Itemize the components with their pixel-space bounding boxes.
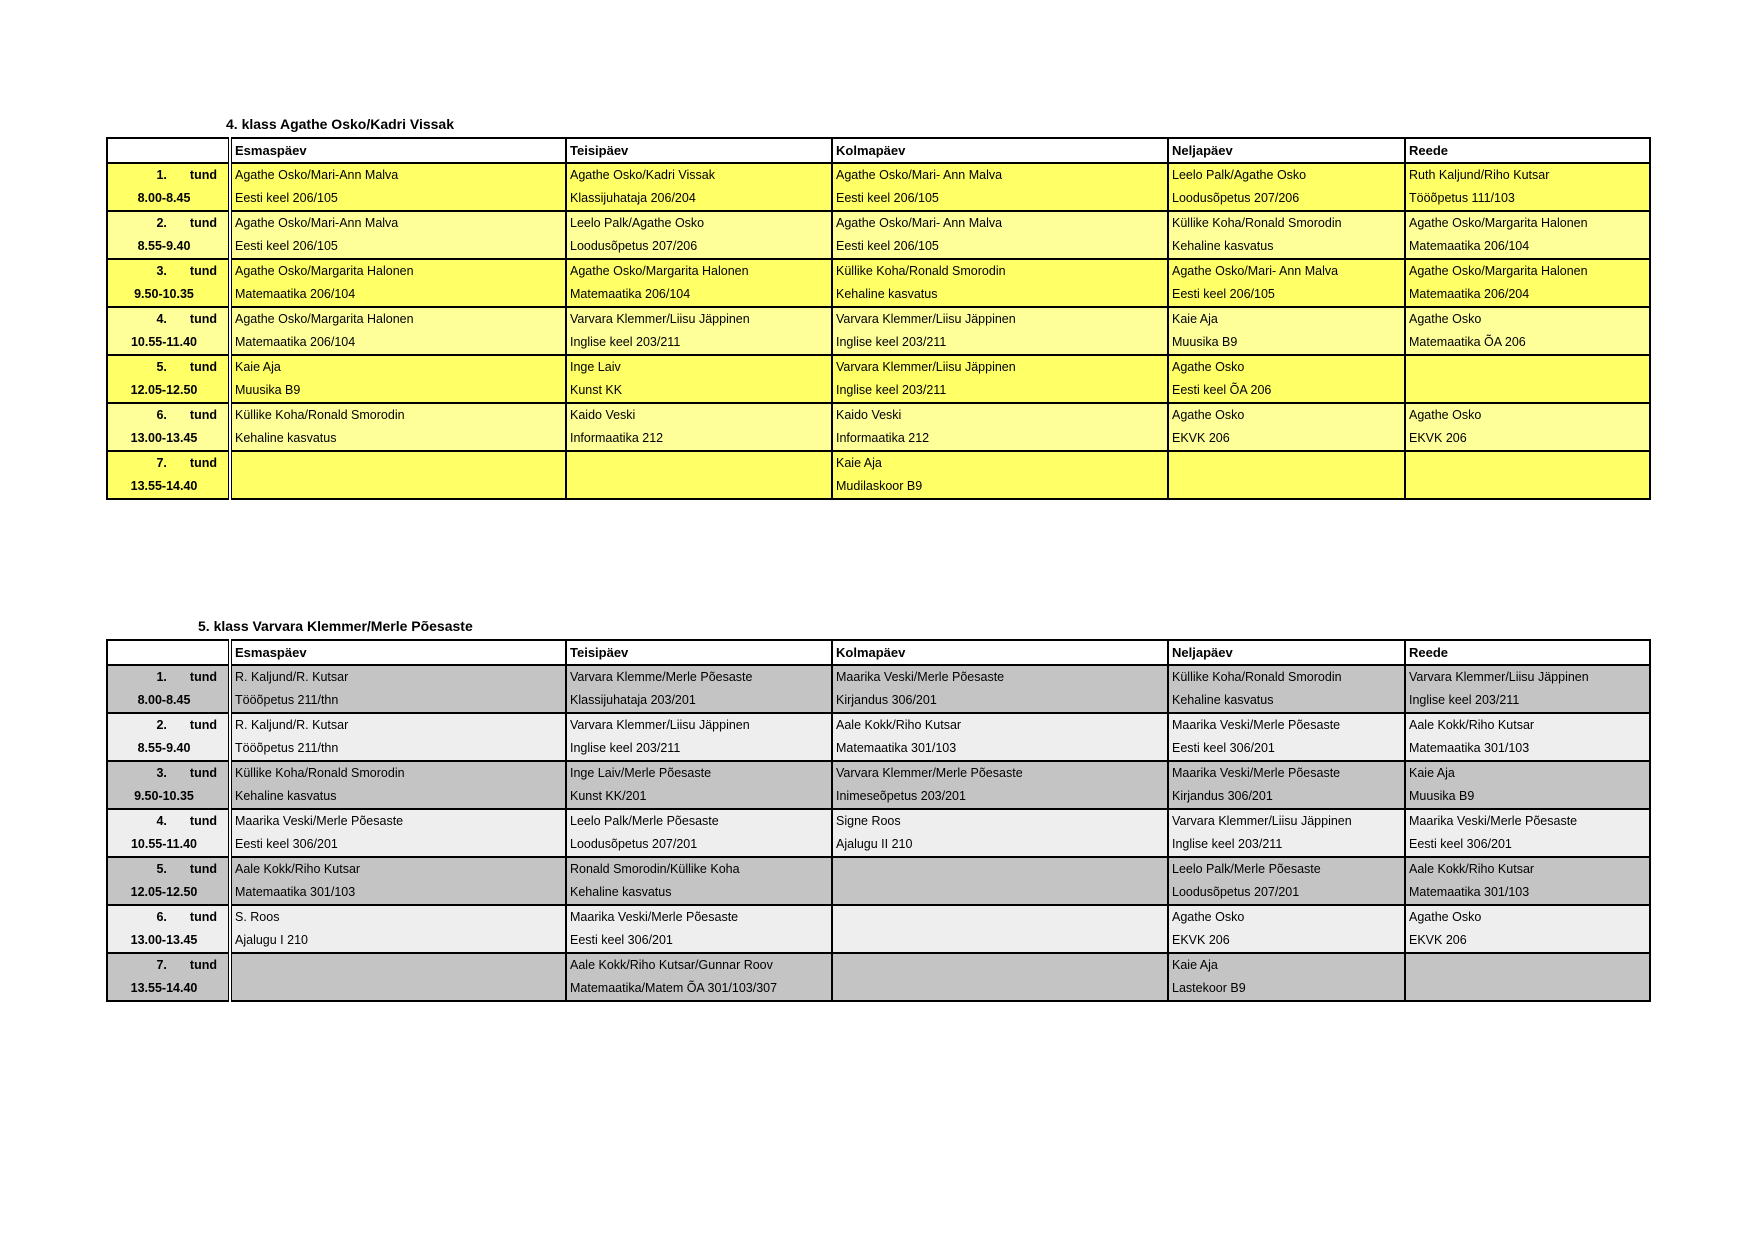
lesson-cell xyxy=(230,809,566,857)
teacher-text: Agathe Osko xyxy=(1409,312,1482,326)
lesson-row xyxy=(107,809,1650,857)
lesson-label xyxy=(107,761,230,809)
lesson-time: 8.00-8.45 xyxy=(137,191,191,205)
lesson-cell xyxy=(832,905,1168,953)
lesson-time: 8.55-9.40 xyxy=(137,741,191,755)
lesson-word: tund xyxy=(189,216,217,230)
day-header: Kolmapäev xyxy=(832,640,1168,665)
subject-text xyxy=(1409,475,1649,498)
subject-text: EKVK 206 xyxy=(1409,933,1467,947)
subject-text xyxy=(836,881,1167,904)
lesson-cell xyxy=(832,211,1168,259)
lesson-number: 6. xyxy=(156,910,167,924)
class4-title: 4. klass Agathe Osko/Kadri Vissak xyxy=(226,116,455,132)
lesson-cell xyxy=(832,665,1168,713)
subject-text: Klassijuhataja 203/201 xyxy=(570,693,696,707)
lesson-cell xyxy=(1405,713,1650,761)
day-header: Reede xyxy=(1405,640,1650,665)
lesson-cell xyxy=(1168,259,1405,307)
subject-text: Kirjandus 306/201 xyxy=(1172,789,1273,803)
subject-text: Informaatika 212 xyxy=(836,431,930,445)
lesson-label xyxy=(107,163,230,211)
teacher-text xyxy=(1409,356,1649,379)
lesson-word: tund xyxy=(189,168,217,182)
subject-text: Matemaatika 206/104 xyxy=(235,287,356,301)
teacher-text: Maarika Veski/Merle Põesaste xyxy=(836,670,1005,684)
teacher-text: Agathe Osko/Margarita Halonen xyxy=(235,312,414,326)
lesson-word: tund xyxy=(189,718,217,732)
lesson-row xyxy=(107,905,1650,953)
lesson-word: tund xyxy=(189,958,217,972)
day-header: Esmaspäev xyxy=(230,138,566,163)
lesson-row xyxy=(107,259,1650,307)
teacher-text xyxy=(235,954,565,977)
lesson-label xyxy=(107,211,230,259)
lesson-cell xyxy=(1168,211,1405,259)
teacher-text: Agathe Osko/Margarita Halonen xyxy=(570,264,749,278)
lesson-cell xyxy=(1405,905,1650,953)
teacher-text: Agathe Osko xyxy=(1172,408,1245,422)
lesson-word: tund xyxy=(189,360,217,374)
subject-text xyxy=(1172,475,1404,498)
lesson-cell xyxy=(832,403,1168,451)
subject-text: Kehaline kasvatus xyxy=(570,885,672,899)
subject-text: Tööõpetus 211/thn xyxy=(235,741,339,755)
lesson-cell xyxy=(1168,713,1405,761)
header-corner xyxy=(107,138,230,163)
lesson-label xyxy=(107,451,230,499)
teacher-text: Agathe Osko/Mari-Ann Malva xyxy=(235,168,399,182)
lesson-cell xyxy=(230,905,566,953)
lesson-cell xyxy=(1405,761,1650,809)
subject-text: Inimeseõpetus 203/201 xyxy=(836,789,966,803)
teacher-text: Küllike Koha/Ronald Smorodin xyxy=(1172,216,1342,230)
lesson-label xyxy=(107,307,230,355)
subject-text: Kunst KK xyxy=(570,383,623,397)
teacher-text: Agathe Osko xyxy=(1409,408,1482,422)
lesson-cell xyxy=(566,713,832,761)
teacher-text: Küllike Koha/Ronald Smorodin xyxy=(1172,670,1342,684)
teacher-text: Küllike Koha/Ronald Smorodin xyxy=(836,264,1006,278)
subject-text: Muusika B9 xyxy=(235,383,301,397)
lesson-label xyxy=(107,809,230,857)
subject-text: Eesti keel 206/105 xyxy=(836,191,939,205)
lesson-row xyxy=(107,451,1650,499)
lesson-cell xyxy=(230,761,566,809)
subject-text: Matemaatika 206/104 xyxy=(1409,239,1530,253)
lesson-cell xyxy=(1168,905,1405,953)
lesson-time: 13.00-13.45 xyxy=(130,431,198,445)
lesson-cell xyxy=(566,355,832,403)
lesson-word: tund xyxy=(189,814,217,828)
subject-text: Muusika B9 xyxy=(1409,789,1475,803)
subject-text: Inglise keel 203/211 xyxy=(570,335,681,349)
lesson-cell xyxy=(1405,403,1650,451)
subject-text: Klassijuhataja 206/204 xyxy=(570,191,696,205)
lesson-word: tund xyxy=(189,766,217,780)
lesson-row xyxy=(107,403,1650,451)
subject-text: Eesti keel 206/105 xyxy=(836,239,939,253)
class5-timetable xyxy=(106,639,1651,1002)
lesson-cell xyxy=(832,713,1168,761)
lesson-word: tund xyxy=(189,670,217,684)
teacher-text xyxy=(1172,452,1404,475)
subject-text xyxy=(235,475,565,498)
lesson-label xyxy=(107,857,230,905)
header-row xyxy=(107,640,1650,665)
teacher-text: Agathe Osko/Kadri Vissak xyxy=(570,168,715,182)
subject-text xyxy=(1409,977,1649,1000)
lesson-row xyxy=(107,355,1650,403)
lesson-number: 7. xyxy=(156,958,167,972)
lesson-label xyxy=(107,355,230,403)
teacher-text: Agathe Osko xyxy=(1172,360,1245,374)
teacher-text xyxy=(836,954,1167,977)
day-header: Kolmapäev xyxy=(832,138,1168,163)
teacher-text xyxy=(1409,954,1649,977)
teacher-text: Küllike Koha/Ronald Smorodin xyxy=(235,408,405,422)
teacher-text: Kaie Aja xyxy=(235,360,281,374)
lesson-cell xyxy=(1405,953,1650,1001)
subject-text: Matemaatika 301/103 xyxy=(235,885,356,899)
lesson-cell xyxy=(1405,163,1650,211)
teacher-text xyxy=(836,906,1167,929)
subject-text: Muusika B9 xyxy=(1172,335,1238,349)
teacher-text xyxy=(1409,452,1649,475)
lesson-number: 6. xyxy=(156,408,167,422)
lesson-cell xyxy=(832,953,1168,1001)
lesson-cell xyxy=(1168,355,1405,403)
lesson-number: 5. xyxy=(156,862,167,876)
teacher-text: Kaido Veski xyxy=(836,408,902,422)
lesson-cell xyxy=(832,809,1168,857)
teacher-text: Agathe Osko xyxy=(1172,910,1245,924)
lesson-cell xyxy=(566,259,832,307)
subject-text: Mudilaskoor B9 xyxy=(836,479,923,493)
lesson-label xyxy=(107,259,230,307)
lesson-time: 10.55-11.40 xyxy=(130,837,198,851)
subject-text: Eesti keel 206/105 xyxy=(235,191,338,205)
subject-text: EKVK 206 xyxy=(1172,933,1230,947)
lesson-number: 4. xyxy=(156,814,167,828)
lesson-number: 5. xyxy=(156,360,167,374)
teacher-text: Varvara Klemmer/Liisu Jäppinen xyxy=(836,360,1016,374)
day-header: Reede xyxy=(1405,138,1650,163)
lesson-cell xyxy=(1405,259,1650,307)
teacher-text: R. Kaljund/R. Kutsar xyxy=(235,670,349,684)
lesson-label xyxy=(107,713,230,761)
lesson-word: tund xyxy=(189,862,217,876)
subject-text: Kehaline kasvatus xyxy=(1172,693,1274,707)
subject-text: Inglise keel 203/211 xyxy=(836,383,947,397)
header-corner xyxy=(107,640,230,665)
teacher-text: Inge Laiv/Merle Põesaste xyxy=(570,766,712,780)
teacher-text: Varvara Klemmer/Liisu Jäppinen xyxy=(1172,814,1352,828)
teacher-text: Leelo Palk/Merle Põesaste xyxy=(570,814,719,828)
lesson-row xyxy=(107,953,1650,1001)
teacher-text: Agathe Osko/Margarita Halonen xyxy=(235,264,414,278)
lesson-cell xyxy=(566,857,832,905)
lesson-row xyxy=(107,211,1650,259)
lesson-cell xyxy=(230,451,566,499)
subject-text: EKVK 206 xyxy=(1172,431,1230,445)
lesson-cell xyxy=(1168,403,1405,451)
lesson-label xyxy=(107,665,230,713)
subject-text: Tööõpetus 211/thn xyxy=(235,693,339,707)
teacher-text: Leelo Palk/Agathe Osko xyxy=(570,216,705,230)
subject-text: Ajalugu I 210 xyxy=(235,933,308,947)
lesson-cell xyxy=(230,713,566,761)
lesson-cell xyxy=(1405,307,1650,355)
lesson-cell xyxy=(566,211,832,259)
subject-text: Kehaline kasvatus xyxy=(836,287,938,301)
day-header: Esmaspäev xyxy=(230,640,566,665)
subject-text xyxy=(836,977,1167,1000)
lesson-cell xyxy=(832,451,1168,499)
lesson-label xyxy=(107,905,230,953)
lesson-cell xyxy=(230,259,566,307)
lesson-word: tund xyxy=(189,312,217,326)
subject-text: Kehaline kasvatus xyxy=(1172,239,1274,253)
lesson-label xyxy=(107,403,230,451)
teacher-text: Maarika Veski/Merle Põesaste xyxy=(235,814,404,828)
subject-text xyxy=(570,475,831,498)
lesson-number: 4. xyxy=(156,312,167,326)
teacher-text: S. Roos xyxy=(235,910,280,924)
teacher-text: Agathe Osko/Mari- Ann Malva xyxy=(1172,264,1339,278)
teacher-text: Varvara Klemmer/Liisu Jäppinen xyxy=(1409,670,1589,684)
lesson-row xyxy=(107,307,1650,355)
teacher-text: Varvara Klemme/Merle Põesaste xyxy=(570,670,753,684)
subject-text: Loodusõpetus 207/206 xyxy=(570,239,698,253)
lesson-cell xyxy=(1168,307,1405,355)
lesson-row xyxy=(107,665,1650,713)
lesson-cell xyxy=(1168,953,1405,1001)
subject-text: Matemaatika 206/204 xyxy=(1409,287,1530,301)
lesson-cell xyxy=(1405,809,1650,857)
teacher-text: Varvara Klemmer/Liisu Jäppinen xyxy=(570,718,750,732)
subject-text: Kehaline kasvatus xyxy=(235,431,337,445)
teacher-text: Agathe Osko/Mari-Ann Malva xyxy=(235,216,399,230)
lesson-cell xyxy=(230,211,566,259)
subject-text: Loodusõpetus 207/201 xyxy=(570,837,698,851)
teacher-text: Varvara Klemmer/Liisu Jäppinen xyxy=(570,312,750,326)
lesson-word: tund xyxy=(189,264,217,278)
subject-text: Matemaatika 206/104 xyxy=(235,335,356,349)
teacher-text: Aale Kokk/Riho Kutsar/Gunnar Roov xyxy=(570,958,773,972)
lesson-cell xyxy=(566,761,832,809)
lesson-number: 3. xyxy=(156,766,167,780)
lesson-time: 12.05-12.50 xyxy=(130,885,198,899)
teacher-text: Maarika Veski/Merle Põesaste xyxy=(570,910,739,924)
lesson-cell xyxy=(1405,355,1650,403)
teacher-text xyxy=(836,858,1167,881)
lesson-cell xyxy=(1405,451,1650,499)
lesson-cell xyxy=(230,163,566,211)
teacher-text: Aale Kokk/Riho Kutsar xyxy=(1409,862,1535,876)
subject-text: Kirjandus 306/201 xyxy=(836,693,937,707)
teacher-text: Kaie Aja xyxy=(1409,766,1455,780)
lesson-row xyxy=(107,761,1650,809)
teacher-text: Varvara Klemmer/Liisu Jäppinen xyxy=(836,312,1016,326)
lesson-cell xyxy=(230,953,566,1001)
lesson-row xyxy=(107,163,1650,211)
lesson-number: 1. xyxy=(156,670,167,684)
lesson-cell xyxy=(832,307,1168,355)
lesson-cell xyxy=(832,761,1168,809)
lesson-cell xyxy=(1168,163,1405,211)
subject-text: Inglise keel 203/211 xyxy=(1172,837,1283,851)
lesson-cell xyxy=(1168,809,1405,857)
lesson-number: 1. xyxy=(156,168,167,182)
subject-text: Kunst KK/201 xyxy=(570,789,647,803)
lesson-number: 2. xyxy=(156,718,167,732)
subject-text: Ajalugu II 210 xyxy=(836,837,913,851)
subject-text: Matemaatika 301/103 xyxy=(836,741,957,755)
lesson-cell xyxy=(1405,857,1650,905)
day-header: Teisipäev xyxy=(566,640,832,665)
lesson-number: 7. xyxy=(156,456,167,470)
day-header: Neljapäev xyxy=(1168,640,1405,665)
teacher-text: Leelo Palk/Agathe Osko xyxy=(1172,168,1307,182)
lesson-time: 13.55-14.40 xyxy=(130,479,198,493)
subject-text: Loodusõpetus 207/201 xyxy=(1172,885,1300,899)
lesson-time: 9.50-10.35 xyxy=(134,287,194,301)
subject-text: Eesti keel 306/201 xyxy=(1409,837,1512,851)
subject-text: Eesti keel 306/201 xyxy=(1172,741,1275,755)
lesson-cell xyxy=(230,665,566,713)
subject-text: Matemaatika 206/104 xyxy=(570,287,691,301)
teacher-text: Maarika Veski/Merle Põesaste xyxy=(1409,814,1578,828)
teacher-text: Aale Kokk/Riho Kutsar xyxy=(1409,718,1535,732)
lesson-cell xyxy=(832,163,1168,211)
subject-text: Eesti keel 206/105 xyxy=(235,239,338,253)
lesson-cell xyxy=(566,307,832,355)
lesson-cell xyxy=(1168,857,1405,905)
lesson-cell xyxy=(832,857,1168,905)
lesson-cell xyxy=(566,451,832,499)
lesson-time: 12.05-12.50 xyxy=(130,383,198,397)
subject-text: Inglise keel 203/211 xyxy=(836,335,947,349)
lesson-cell xyxy=(1405,211,1650,259)
lesson-time: 8.00-8.45 xyxy=(137,693,191,707)
lesson-number: 3. xyxy=(156,264,167,278)
subject-text: Inglise keel 203/211 xyxy=(570,741,681,755)
teacher-text: Agathe Osko/Margarita Halonen xyxy=(1409,216,1588,230)
lesson-cell xyxy=(1168,451,1405,499)
lesson-number: 2. xyxy=(156,216,167,230)
lesson-row xyxy=(107,857,1650,905)
lesson-cell xyxy=(1405,665,1650,713)
lesson-cell xyxy=(832,355,1168,403)
subject-text xyxy=(235,977,565,1000)
subject-text: Eesti keel ÕA 206 xyxy=(1172,383,1272,397)
teacher-text: Agathe Osko xyxy=(1409,910,1482,924)
teacher-text: R. Kaljund/R. Kutsar xyxy=(235,718,349,732)
teacher-text: Ronald Smorodin/Küllike Koha xyxy=(570,862,740,876)
lesson-cell xyxy=(566,665,832,713)
lesson-cell xyxy=(230,355,566,403)
lesson-time: 8.55-9.40 xyxy=(137,239,191,253)
lesson-time: 13.55-14.40 xyxy=(130,981,198,995)
lesson-row xyxy=(107,713,1650,761)
subject-text: Matemaatika/Matem ÕA 301/103/307 xyxy=(570,981,778,995)
subject-text: Lastekoor B9 xyxy=(1172,981,1246,995)
subject-text xyxy=(1409,379,1649,402)
day-header: Neljapäev xyxy=(1168,138,1405,163)
class4-timetable xyxy=(106,137,1651,500)
subject-text: Matemaatika 301/103 xyxy=(1409,741,1530,755)
lesson-cell xyxy=(566,163,832,211)
subject-text: Kehaline kasvatus xyxy=(235,789,337,803)
subject-text: EKVK 206 xyxy=(1409,431,1467,445)
teacher-text: Inge Laiv xyxy=(570,360,621,374)
teacher-text: Kaie Aja xyxy=(836,456,882,470)
teacher-text: Kaie Aja xyxy=(1172,312,1218,326)
subject-text: Matemaatika 301/103 xyxy=(1409,885,1530,899)
day-header: Teisipäev xyxy=(566,138,832,163)
teacher-text xyxy=(235,452,565,475)
lesson-cell xyxy=(566,403,832,451)
lesson-cell xyxy=(230,307,566,355)
lesson-cell xyxy=(230,403,566,451)
teacher-text: Agathe Osko/Mari- Ann Malva xyxy=(836,168,1003,182)
lesson-cell xyxy=(230,857,566,905)
subject-text: Eesti keel 206/105 xyxy=(1172,287,1275,301)
lesson-cell xyxy=(566,953,832,1001)
lesson-word: tund xyxy=(189,910,217,924)
teacher-text: Leelo Palk/Merle Põesaste xyxy=(1172,862,1321,876)
lesson-cell xyxy=(566,809,832,857)
subject-text: Tööõpetus 111/103 xyxy=(1409,191,1515,205)
teacher-text: Kaie Aja xyxy=(1172,958,1218,972)
teacher-text: Aale Kokk/Riho Kutsar xyxy=(836,718,962,732)
teacher-text: Agathe Osko/Mari- Ann Malva xyxy=(836,216,1003,230)
subject-text xyxy=(836,929,1167,952)
lesson-time: 13.00-13.45 xyxy=(130,933,198,947)
subject-text: Matemaatika ÕA 206 xyxy=(1409,335,1526,349)
teacher-text: Agathe Osko/Margarita Halonen xyxy=(1409,264,1588,278)
lesson-label xyxy=(107,953,230,1001)
class5-title: 5. klass Varvara Klemmer/Merle Põesaste xyxy=(198,618,473,634)
teacher-text: Küllike Koha/Ronald Smorodin xyxy=(235,766,405,780)
subject-text: Informaatika 212 xyxy=(570,431,664,445)
lesson-word: tund xyxy=(189,456,217,470)
teacher-text: Ruth Kaljund/Riho Kutsar xyxy=(1409,168,1550,182)
lesson-cell xyxy=(566,905,832,953)
header-row xyxy=(107,138,1650,163)
subject-text: Inglise keel 203/211 xyxy=(1409,693,1520,707)
teacher-text: Aale Kokk/Riho Kutsar xyxy=(235,862,361,876)
lesson-cell xyxy=(832,259,1168,307)
teacher-text: Kaido Veski xyxy=(570,408,636,422)
teacher-text: Maarika Veski/Merle Põesaste xyxy=(1172,718,1341,732)
subject-text: Eesti keel 306/201 xyxy=(235,837,338,851)
lesson-cell xyxy=(1168,761,1405,809)
lesson-word: tund xyxy=(189,408,217,422)
teacher-text: Signe Roos xyxy=(836,814,901,828)
teacher-text: Maarika Veski/Merle Põesaste xyxy=(1172,766,1341,780)
subject-text: Eesti keel 306/201 xyxy=(570,933,673,947)
teacher-text xyxy=(570,452,831,475)
teacher-text: Varvara Klemmer/Merle Põesaste xyxy=(836,766,1023,780)
subject-text: Loodusõpetus 207/206 xyxy=(1172,191,1300,205)
lesson-cell xyxy=(1168,665,1405,713)
lesson-time: 10.55-11.40 xyxy=(130,335,198,349)
lesson-time: 9.50-10.35 xyxy=(134,789,194,803)
